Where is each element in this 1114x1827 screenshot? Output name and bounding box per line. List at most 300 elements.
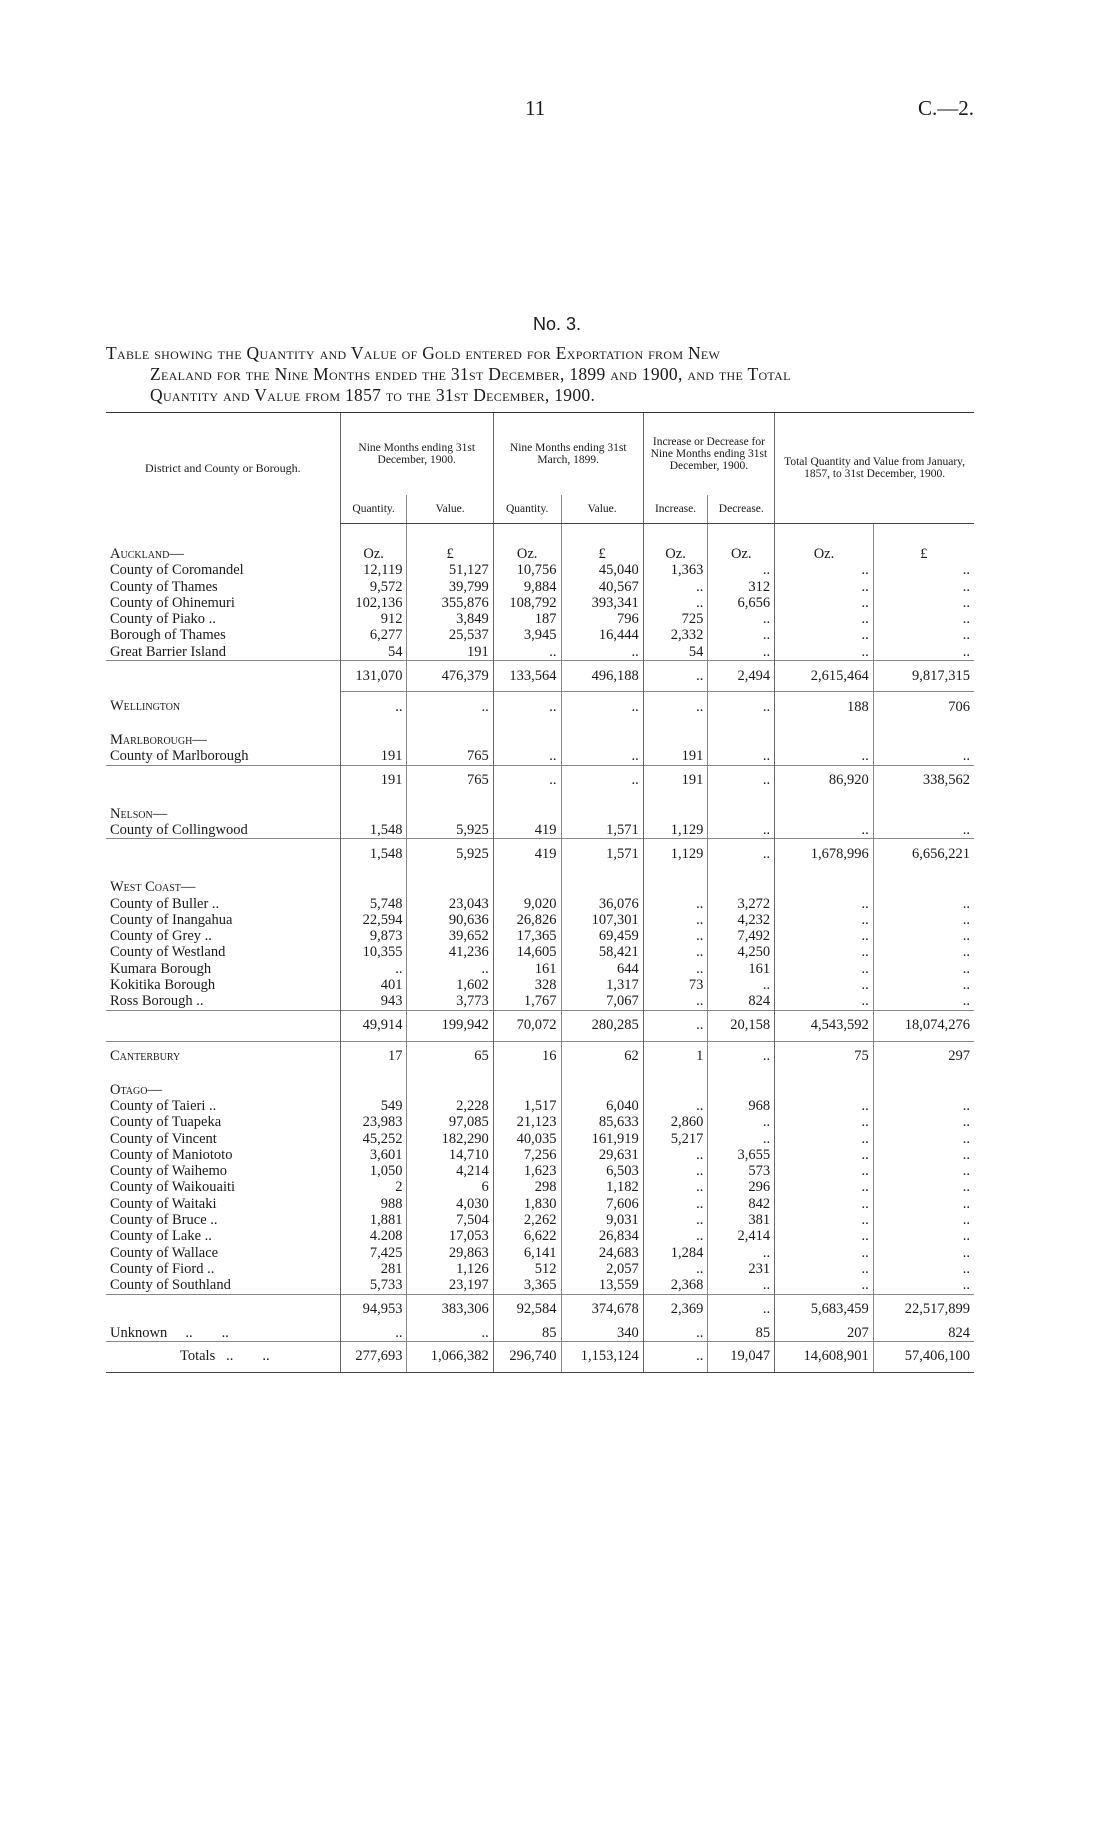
cell: ..: [775, 644, 874, 661]
cell: ..: [643, 896, 708, 912]
unit-pound: £: [561, 546, 643, 562]
cell: ..: [340, 692, 407, 723]
unit-oz: Oz.: [340, 546, 407, 562]
cell: ..: [643, 961, 708, 977]
cell: ..: [708, 611, 775, 627]
cell: 191: [340, 748, 407, 765]
cell: ..: [708, 1041, 775, 1072]
cell: 1,129: [643, 822, 708, 839]
cell: 40,567: [561, 579, 643, 595]
cell: ..: [643, 1261, 708, 1277]
cell: ..: [873, 1212, 974, 1228]
cell: 1,050: [340, 1163, 407, 1179]
county-name: County of Waihemo: [110, 1163, 227, 1180]
cell: 401: [340, 977, 407, 993]
cell: ..: [873, 644, 974, 661]
cell: ..: [873, 896, 974, 912]
table-row: [106, 1163, 974, 1179]
cell: ..: [643, 661, 708, 692]
cell: ..: [643, 1147, 708, 1163]
table-row: [106, 644, 974, 661]
cell: ..: [775, 822, 874, 839]
cell: ..: [775, 912, 874, 928]
cell: 17,365: [493, 928, 561, 944]
cell: 26,834: [561, 1228, 643, 1244]
cell: ..: [708, 627, 775, 643]
district-nelson: Nelson—: [110, 805, 168, 822]
header-nine-months-1899: Nine Months ending 31st March, 1899.: [493, 413, 643, 495]
cell: 12,119: [340, 562, 407, 578]
leader-dots: ..: [221, 1324, 229, 1341]
cell: 1,548: [340, 839, 407, 870]
cell: ..: [643, 692, 708, 723]
cell: ..: [873, 944, 974, 960]
unknown-label: Unknown: [110, 1324, 168, 1341]
grand-total-row: [106, 1341, 974, 1372]
table-row: [106, 1147, 974, 1163]
cell: 26,826: [493, 912, 561, 928]
title-line-2: Zealand for the Nine Months ended the 31st December, 1899 and 1900, and the Total: [150, 364, 791, 384]
leader-dots: ..: [185, 1324, 193, 1341]
cell: 16,444: [561, 627, 643, 643]
unit-oz: Oz.: [643, 546, 708, 562]
cell: ..: [708, 839, 775, 870]
cell: 3,601: [340, 1147, 407, 1163]
cell: 45,040: [561, 562, 643, 578]
table-title: [106, 343, 974, 406]
cell: ..: [873, 961, 974, 977]
cell: ..: [873, 748, 974, 765]
cell: 1,571: [561, 822, 643, 839]
cell: 512: [493, 1261, 561, 1277]
cell: ..: [775, 611, 874, 627]
district-wellington: Wellington: [110, 698, 181, 715]
cell: 231: [708, 1261, 775, 1277]
cell: 187: [493, 611, 561, 627]
cell: 161: [708, 961, 775, 977]
table-row: [106, 1212, 974, 1228]
cell: 2,494: [708, 661, 775, 692]
cell: 298: [493, 1179, 561, 1195]
cell: 54: [340, 644, 407, 661]
cell: 7,067: [561, 993, 643, 1010]
cell: 1,284: [643, 1245, 708, 1261]
cell: 1,623: [493, 1163, 561, 1179]
cell: ..: [775, 1114, 874, 1130]
cell: 108,792: [493, 595, 561, 611]
cell: ..: [708, 562, 775, 578]
county-name: County of Vincent: [110, 1130, 217, 1147]
cell: 6,656,221: [873, 839, 974, 870]
cell: ..: [873, 1179, 974, 1195]
table-row: [106, 692, 974, 723]
cell: 14,608,901: [775, 1341, 874, 1372]
cell: 842: [708, 1196, 775, 1212]
county-name: County of Piako ..: [110, 611, 216, 628]
table-row: [106, 579, 974, 595]
cell: 62: [561, 1041, 643, 1072]
cell: ..: [561, 644, 643, 661]
cell: ..: [643, 1098, 708, 1114]
cell: ..: [708, 1245, 775, 1261]
cell: ..: [708, 748, 775, 765]
cell: 3,272: [708, 896, 775, 912]
totals-text: Totals: [180, 1348, 216, 1365]
cell: ..: [708, 1294, 775, 1325]
county-name: County of Waikouaiti: [110, 1179, 236, 1196]
cell: ..: [873, 627, 974, 643]
cell: 51,127: [407, 562, 493, 578]
table-row: [106, 1325, 974, 1342]
county-name: County of Marlborough: [110, 748, 249, 765]
cell: ..: [643, 595, 708, 611]
cell: 296: [708, 1179, 775, 1195]
county-name: County of Ohinemuri: [110, 594, 235, 611]
cell: 2,057: [561, 1261, 643, 1277]
cell: 277,693: [340, 1341, 407, 1372]
cell: 29,631: [561, 1147, 643, 1163]
cell: 1: [643, 1041, 708, 1072]
cell: 1,317: [561, 977, 643, 993]
cell: ..: [708, 692, 775, 723]
cell: 40,035: [493, 1131, 561, 1147]
table-row: [106, 1041, 974, 1072]
cell: 9,873: [340, 928, 407, 944]
cell: 9,884: [493, 579, 561, 595]
district-auckland: Auckland—: [110, 546, 184, 562]
cell: ..: [873, 1196, 974, 1212]
cell: 20,158: [708, 1010, 775, 1041]
cell: ..: [775, 1261, 874, 1277]
cell: 188: [775, 692, 874, 723]
cell: 2,368: [643, 1277, 708, 1294]
table-number: No. 3.: [532, 314, 582, 334]
cell: 988: [340, 1196, 407, 1212]
cell: ..: [643, 1163, 708, 1179]
header-total-1857: Total Quantity and Value from January, 1857, to 31st December, 1900.: [775, 413, 974, 524]
cell: 4,232: [708, 912, 775, 928]
cell: 1,066,382: [407, 1341, 493, 1372]
cell: 17: [340, 1041, 407, 1072]
cell: 496,188: [561, 661, 643, 692]
cell: 2,860: [643, 1114, 708, 1130]
cell: ..: [708, 977, 775, 993]
cell: 1,881: [340, 1212, 407, 1228]
cell: 2,369: [643, 1294, 708, 1325]
cell: 23,043: [407, 896, 493, 912]
cell: ..: [708, 1114, 775, 1130]
cell: 7,504: [407, 1212, 493, 1228]
county-name: County of Westland: [110, 944, 226, 961]
cell: 191: [643, 748, 708, 765]
cell: 765: [407, 748, 493, 765]
unit-pound: £: [407, 546, 493, 562]
cell: ..: [493, 692, 561, 723]
county-name: County of Waitaki: [110, 1195, 217, 1212]
table-row: [106, 611, 974, 627]
cell: ..: [873, 1277, 974, 1294]
cell: 73: [643, 977, 708, 993]
gold-export-table: [106, 413, 974, 1373]
cell: 5,683,459: [775, 1294, 874, 1325]
cell: 131,070: [340, 661, 407, 692]
cell: 1,517: [493, 1098, 561, 1114]
cell: 943: [340, 993, 407, 1010]
county-name: County of Inangahua: [110, 911, 233, 928]
cell: 70,072: [493, 1010, 561, 1041]
table-row: [106, 944, 974, 960]
cell: 102,136: [340, 595, 407, 611]
cell: 3,945: [493, 627, 561, 643]
cell: 968: [708, 1098, 775, 1114]
cell: 1,126: [407, 1261, 493, 1277]
county-name: County of Thames: [110, 578, 218, 595]
table-row: [106, 879, 974, 895]
cell: 7,492: [708, 928, 775, 944]
cell: 9,020: [493, 896, 561, 912]
table-row: [106, 928, 974, 944]
cell: 107,301: [561, 912, 643, 928]
cell: 393,341: [561, 595, 643, 611]
county-name: County of Wallace: [110, 1244, 219, 1261]
county-name: Ross Borough ..: [110, 993, 204, 1010]
cell: ..: [775, 1131, 874, 1147]
cell: ..: [643, 1325, 708, 1342]
cell: 191: [643, 765, 708, 796]
cell: ..: [643, 1179, 708, 1195]
cell: 21,123: [493, 1114, 561, 1130]
table-row: [106, 1228, 974, 1244]
county-name: Kokitika Borough: [110, 977, 216, 994]
cell: 1,602: [407, 977, 493, 993]
cell: 1,129: [643, 839, 708, 870]
cell: ..: [873, 1114, 974, 1130]
table-row: [106, 732, 974, 748]
county-name: County of Tuapeka: [110, 1114, 222, 1131]
cell: 14,605: [493, 944, 561, 960]
cell: 75: [775, 1041, 874, 1072]
cell: 328: [493, 977, 561, 993]
table-row: [106, 1098, 974, 1114]
cell: ..: [407, 1325, 493, 1342]
district-unknown: [106, 1325, 340, 1342]
title-line-1: Table showing the Quantity and Value of Gold entered for Exportation from New: [106, 343, 721, 363]
table-row: [106, 546, 974, 562]
subtotal-row: [106, 661, 974, 692]
cell: 14,710: [407, 1147, 493, 1163]
cell: 2,414: [708, 1228, 775, 1244]
cell: 1,548: [340, 822, 407, 839]
cell: 5,925: [407, 822, 493, 839]
cell: 6,656: [708, 595, 775, 611]
cell: 9,572: [340, 579, 407, 595]
cell: 706: [873, 692, 974, 723]
cell: 1,678,996: [775, 839, 874, 870]
header-decrease: Decrease.: [708, 495, 775, 524]
table-row: [106, 993, 974, 1010]
table-row: [106, 1245, 974, 1261]
header-quantity-1900: Quantity.: [340, 495, 407, 524]
cell: ..: [873, 977, 974, 993]
table-row: [106, 1179, 974, 1195]
cell: 765: [407, 765, 493, 796]
cell: ..: [775, 1277, 874, 1294]
cell: ..: [493, 765, 561, 796]
cell: ..: [873, 611, 974, 627]
cell: 2: [340, 1179, 407, 1195]
county-name: County of Fiord ..: [110, 1260, 215, 1277]
cell: ..: [775, 1098, 874, 1114]
cell: ..: [775, 1212, 874, 1228]
unit-oz: Oz.: [493, 546, 561, 562]
cell: ..: [643, 928, 708, 944]
cell: 58,421: [561, 944, 643, 960]
table-row: [106, 748, 974, 765]
cell: 92,584: [493, 1294, 561, 1325]
cell: 2,228: [407, 1098, 493, 1114]
cell: 25,537: [407, 627, 493, 643]
header-quantity-1899: Quantity.: [493, 495, 561, 524]
cell: ..: [643, 944, 708, 960]
header-increase-decrease: Increase or Decrease for Nine Months ending 31st December, 1900.: [643, 413, 774, 495]
cell: 419: [493, 839, 561, 870]
cell: 573: [708, 1163, 775, 1179]
cell: 2,615,464: [775, 661, 874, 692]
cell: 10,756: [493, 562, 561, 578]
cell: 23,197: [407, 1277, 493, 1294]
cell: 824: [873, 1325, 974, 1342]
cell: 6,141: [493, 1245, 561, 1261]
cell: ..: [873, 1228, 974, 1244]
cell: ..: [643, 1010, 708, 1041]
cell: 725: [643, 611, 708, 627]
cell: 7,256: [493, 1147, 561, 1163]
district-marlborough: Marlborough—: [110, 732, 207, 749]
cell: 41,236: [407, 944, 493, 960]
cell: 3,773: [407, 993, 493, 1010]
cell: 4,030: [407, 1196, 493, 1212]
cell: 191: [340, 765, 407, 796]
cell: 383,306: [407, 1294, 493, 1325]
cell: 23,983: [340, 1114, 407, 1130]
table-row: [106, 822, 974, 839]
unit-oz: Oz.: [708, 546, 775, 562]
table-row: [106, 912, 974, 928]
cell: ..: [775, 1147, 874, 1163]
header-nine-months-1900: Nine Months ending 31st December, 1900.: [340, 413, 493, 495]
cell: ..: [775, 627, 874, 643]
table-row: [106, 1196, 974, 1212]
cell: 6: [407, 1179, 493, 1195]
table-row: [106, 1131, 974, 1147]
cell: 16: [493, 1041, 561, 1072]
cell: 644: [561, 961, 643, 977]
cell: ..: [775, 595, 874, 611]
cell: ..: [873, 1261, 974, 1277]
county-name: County of Lake ..: [110, 1228, 212, 1245]
cell: ..: [643, 1228, 708, 1244]
cell: ..: [708, 765, 775, 796]
subtotal-row: [106, 839, 974, 870]
cell: 1,153,124: [561, 1341, 643, 1372]
cell: 22,594: [340, 912, 407, 928]
cell: 419: [493, 822, 561, 839]
table-row: [106, 562, 974, 578]
cell: 199,942: [407, 1010, 493, 1041]
cell: 36,076: [561, 896, 643, 912]
cell: ..: [643, 1341, 708, 1372]
cell: ..: [775, 961, 874, 977]
leader-dots: ..: [226, 1348, 234, 1365]
cell: ..: [340, 1325, 407, 1342]
cell: 340: [561, 1325, 643, 1342]
county-name: County of Taieri ..: [110, 1097, 217, 1114]
cell: 6,503: [561, 1163, 643, 1179]
county-name: County of Maniototo: [110, 1146, 233, 1163]
cell: 280,285: [561, 1010, 643, 1041]
cell: 4,543,592: [775, 1010, 874, 1041]
cell: ..: [775, 896, 874, 912]
county-name: Great Barrier Island: [110, 643, 226, 660]
cell: ..: [775, 748, 874, 765]
cell: 5,217: [643, 1131, 708, 1147]
cell: 13,559: [561, 1277, 643, 1294]
totals-label: [106, 1341, 340, 1372]
cell: 1,767: [493, 993, 561, 1010]
cell: 39,652: [407, 928, 493, 944]
cell: 5,748: [340, 896, 407, 912]
cell: 281: [340, 1261, 407, 1277]
table-row: [106, 896, 974, 912]
cell: 65: [407, 1041, 493, 1072]
cell: 2,332: [643, 627, 708, 643]
cell: ..: [561, 765, 643, 796]
cell: ..: [708, 1131, 775, 1147]
cell: ..: [873, 595, 974, 611]
table-row: [106, 977, 974, 993]
cell: 182,290: [407, 1131, 493, 1147]
cell: 85: [708, 1325, 775, 1342]
cell: 133,564: [493, 661, 561, 692]
cell: 6,040: [561, 1098, 643, 1114]
header-value-1900: Value.: [407, 495, 493, 524]
cell: ..: [873, 579, 974, 595]
cell: 824: [708, 993, 775, 1010]
cell: ..: [873, 912, 974, 928]
cell: 29,863: [407, 1245, 493, 1261]
subtotal-row: [106, 1010, 974, 1041]
cell: 9,031: [561, 1212, 643, 1228]
cell: ..: [775, 993, 874, 1010]
cell: ..: [708, 822, 775, 839]
cell: ..: [873, 1098, 974, 1114]
county-name: Kumara Borough: [110, 960, 212, 977]
table-row: [106, 627, 974, 643]
district-canterbury: Canterbury: [106, 1041, 340, 1072]
cell: 86,920: [775, 765, 874, 796]
cell: 161,919: [561, 1131, 643, 1147]
cell: 2,262: [493, 1212, 561, 1228]
cell: 57,406,100: [873, 1341, 974, 1372]
cell: ..: [643, 993, 708, 1010]
page-number: 11: [525, 96, 546, 120]
cell: ..: [775, 1228, 874, 1244]
cell: 161: [493, 961, 561, 977]
county-name: County of Southland: [110, 1277, 231, 1294]
cell: 45,252: [340, 1131, 407, 1147]
cell: 5,733: [340, 1277, 407, 1294]
cell: 912: [340, 611, 407, 627]
